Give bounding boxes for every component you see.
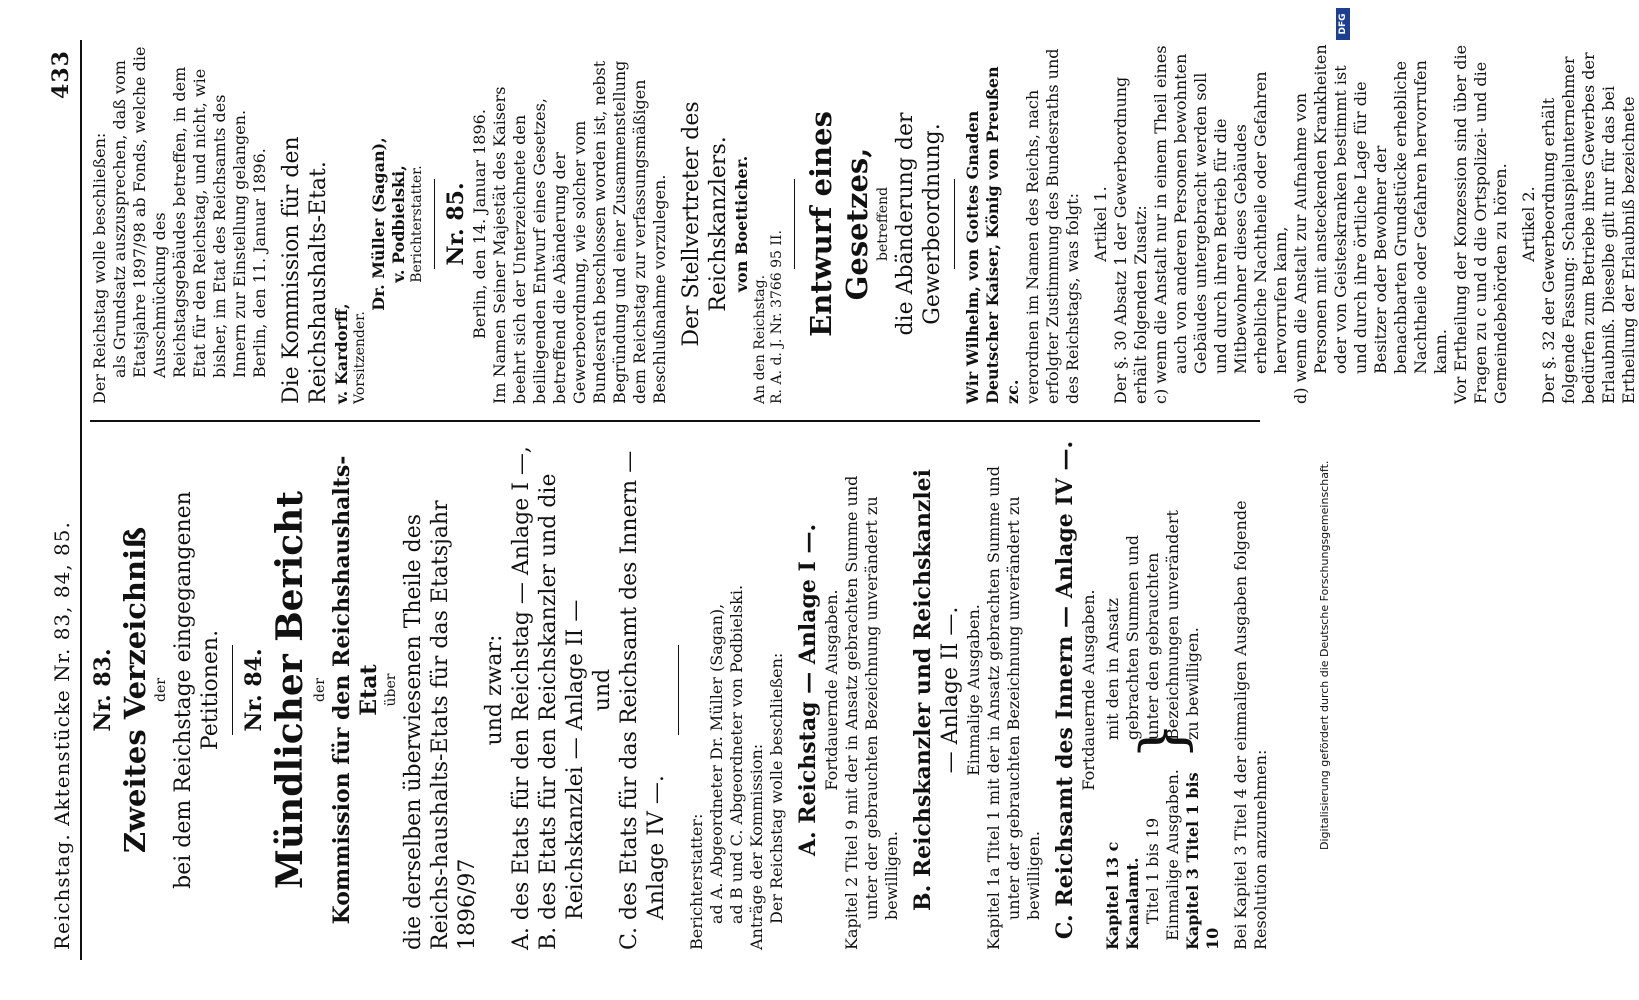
list-item-a: A. des Etats für den Reichstag — Anlage I —, [509, 446, 534, 950]
kapitel-brace-block [1103, 430, 1223, 950]
right-column [90, 44, 1638, 404]
kommission-signature-line: Die Kommission für den Reichshaushalts-Etat. [279, 136, 331, 404]
beschliessen-label: Der Reichstag wolle beschließen: [767, 652, 786, 924]
vor-ertheilung: Vor Ertheilung der Konzession sind über die Fragen zu c und d die Ortspolizei- und die Gemeindebehörden zu hören. [1451, 44, 1510, 404]
und-zwar: und zwar: [482, 634, 507, 746]
date-11-januar: Berlin, den 11. Januar 1896. [250, 148, 269, 378]
podbielski-signature: v. Podbielski, [389, 165, 408, 283]
left-column [90, 430, 1270, 950]
kapitel-1a-text: Kapitel 1a Titel 1 mit der in Ansatz gebrachten Summe und unter der gebrauchten Bezeichnung unverändert zu bewilligen. [984, 466, 1043, 950]
wir-wilhelm: Wir Wilhelm, von Gottes Gnaden Deutscher Kaiser, König von Preußen zc. [963, 66, 1022, 404]
mueller-signature: Dr. Müller (Sagan), [369, 137, 388, 311]
nr85-heading: Nr. 85. [443, 182, 469, 266]
kapitel-2-text: Kapitel 2 Titel 9 mit der in Ansatz gebrachten Summe und unter der gebrauchten Bezeichnung unverändert zu bewilligen. [842, 475, 901, 950]
einmalige-label-2: Einmalige Ausgaben. [1163, 769, 1182, 941]
section-a-heading: A. Reichstag — Anlage I —. [795, 523, 821, 857]
divider [232, 645, 233, 735]
clause-d: d) wenn die Anstalt zur Aufnahme von Personen mit ansteckenden Krankheiten oder von Geisteskranken bestimmt ist und durch ihre örtliche Lage für die Besitzer oder Bewohner der benachbarten Grundstücke erhebliche Nachtheile oder Gefahren hervorrufen kann. [1291, 44, 1450, 404]
entwurf-title: Entwurf eines Gesetzes, [804, 111, 874, 337]
antraege-label: Anträge der Kommission: [747, 743, 766, 950]
list-item-c: C. des Etats für das Reichsamt des Innern — Anlage IV —. [617, 450, 669, 950]
verordnen-text: verordnen im Namen des Reichs, nach erfolgter Zustimmung des Bundesraths und des Reichstags, was folgt: [1023, 48, 1082, 404]
verzeichnis-title: Zweites Verzeichniß [118, 526, 152, 854]
petitionen-subtitle: bei dem Reichstage eingegangenen Petitionen. [171, 491, 223, 889]
bericht-body: die derselben überwiesenen Theile des Reichs-haushalts-Etats für das Etatsjahr 1896/97 [401, 500, 480, 950]
page-number: 433 [48, 50, 74, 99]
grundsatz-text: als Grundsatz auszusprechen, daß vom Etatsjahre 1897/98 ab Fonds, welche die Ausschmückung des Reichstagsgebäudes betreffen, in dem Etat für den Reichstag, und nicht, wie bisher, im Etat des Reichsamts des Innern zur Einstellung gelangen. [110, 46, 249, 378]
nr84-heading: Nr. 84. [241, 648, 267, 732]
list-item-b: B. des Etats für den Reichskanzler und die Reichskanzlei — Anlage II — [536, 473, 588, 950]
bericht-title: Mündlicher Bericht [269, 491, 311, 889]
dfg-logo-text: DFG [1338, 13, 1348, 35]
artikel-2-text: Der §. 32 der Gewerbeordnung erhält folgende Fassung: Schauspielunternehmer bedürfen zum Betriebe ihres Gewerbes der Erlaubniß. Dieselbe gilt nur für das bei Ertheilung der Erlaubniß bezeichnete [1539, 52, 1638, 404]
fortdauernde-label: Fortdauernde Ausgaben. [822, 589, 841, 791]
an-den-reichstag: An den Reichstag. [752, 274, 768, 404]
dfg-logo [1336, 8, 1350, 40]
kardorff-signature: v. Kardorff, [332, 303, 351, 404]
section-c-heading: C. Reichsamt des Innern — Anlage IV —. [1052, 440, 1078, 940]
date-14-januar: Berlin, den 14. Januar 1896. [470, 109, 489, 339]
divider-2 [678, 645, 679, 735]
der-label-2: der [312, 678, 328, 702]
column-divider [90, 420, 1260, 422]
anlage-2-label: — Anlage II —. [938, 606, 963, 774]
fortdauernde-label-2: Fortdauernde Ausgaben. [1079, 589, 1098, 791]
ueber-label: über [383, 673, 399, 707]
reichstag-beschliessen: Der Reichstag wolle beschließen: [90, 132, 109, 404]
reference-number: R. A. d. J. Nr. 3766 95 II. [769, 230, 785, 404]
titel-1-19: Titel 1 bis 19 [1143, 817, 1162, 924]
ad-bc: ad B und C. Abgeordneter von Podbielski. [727, 584, 746, 924]
ad-a: ad A. Abgeordneter Dr. Müller (Sagan), [707, 603, 726, 924]
brace-text: mit den in Ansatz gebrachten Summen und unter den gebrauchten Bezeichnungen unverändert zu bewilligen. [1103, 510, 1202, 740]
und-label: und [590, 668, 615, 712]
divider-5 [954, 179, 955, 269]
kapitel-13-label: Kapitel 13 c Kanalamt. [1103, 841, 1142, 950]
digitization-note-text: Digitalisierung gefördert durch die Deutsche Forschungsgemeinschaft. [1318, 460, 1331, 850]
kapitel-3-label: Kapitel 3 Titel 1 bis 10 [1183, 772, 1222, 950]
brace-icon: } [1128, 721, 1198, 760]
artikel-1-text: Der §. 30 Absatz 1 der Gewerbeordnung erhält folgenden Zusatz: [1111, 76, 1150, 404]
berichterstatter-label-2: Berichterstatter. [409, 165, 425, 283]
digitization-note [1317, 150, 1333, 850]
running-header [46, 40, 82, 960]
divider-3 [434, 179, 435, 269]
nr85-body: Im Namen Seiner Majestät des Kaisers beehrt sich der Unterzeichnete den beiliegenden Entwurf eines Gesetzes, betreffend die Abänderung der Gewerbeordnung, wie solcher vom Bundesrath beschlossen worden ist, nebst Begründung und einer Zusammenstellung dem Reichstag zur verfassungsmäßigen Beschlußnahme vorzulegen. [490, 60, 669, 404]
divider-4 [794, 179, 795, 269]
nr83-heading: Nr. 83. [90, 648, 116, 732]
running-head: Reichstag. Aktenstücke Nr. 83, 84, 85. [50, 521, 74, 950]
stellvertreter-label: Der Stellvertreter des Reichskanzlers. [679, 101, 731, 347]
berichterstatter-label: Berichterstatter: [687, 813, 706, 950]
boetticher-signature: von Boetticher. [732, 155, 751, 293]
artikel-1-heading: Artikel 1. [1091, 186, 1110, 262]
resolution-text: Bei Kapitel 3 Titel 4 der einmaligen Ausgaben folgende Resolution anzunehmen: [1231, 500, 1270, 950]
kommission-heading: Kommission für den Reichshaushalts-Etat [329, 455, 382, 925]
vorsitzender-label: Vorsitzender. [352, 311, 368, 404]
betreffend-label: betreffend [875, 186, 891, 262]
abaenderung-subtitle: die Abänderung der Gewerbeordnung. [893, 112, 945, 336]
clause-c: c) wenn die Anstalt nur in einem Theil eines auch von anderen Personen bewohnten Gebäudes untergebracht werden soll und durch ihren Betrieb für die Mitbewohner dieses Gebäudes erhebliche Nachtheile oder Gefahren hervorrufen kann, [1151, 45, 1290, 404]
einmalige-label: Einmalige Ausgaben. [964, 604, 983, 776]
section-b-heading: B. Reichskanzler und Reichskanzlei [910, 468, 936, 912]
kapitel-list [1103, 760, 1223, 950]
der-label: der [153, 678, 169, 702]
artikel-2-heading: Artikel 2. [1519, 186, 1538, 262]
